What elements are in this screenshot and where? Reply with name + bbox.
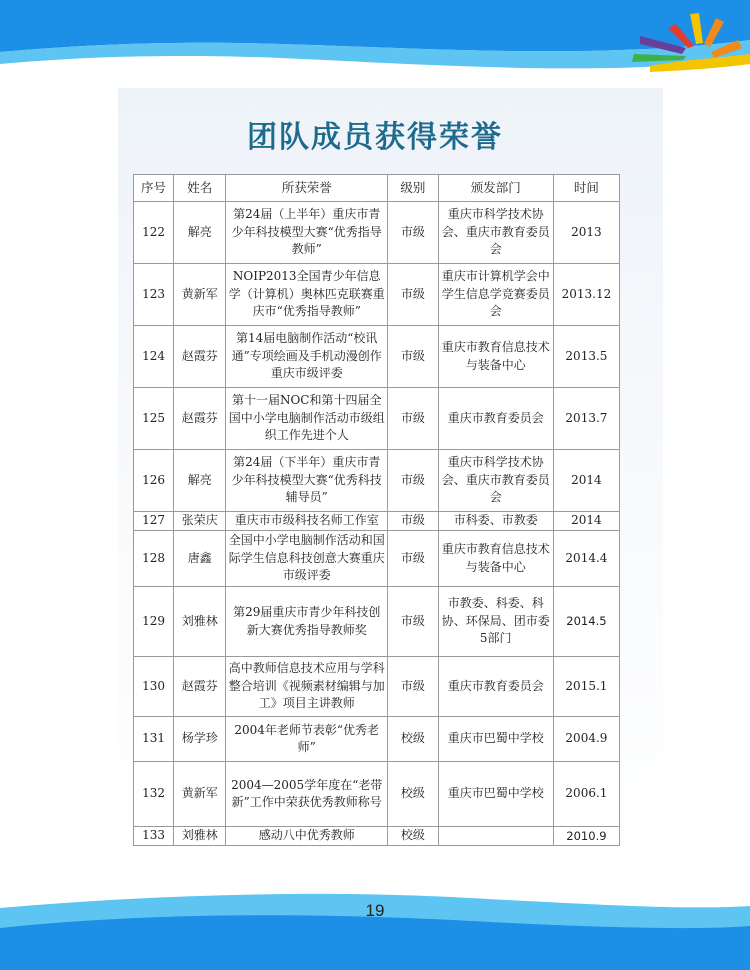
- page-title: 团队成员获得荣誉: [247, 120, 503, 155]
- page-number: 19: [365, 901, 385, 920]
- cell-level: 市级: [388, 450, 438, 512]
- cell-number: 123: [134, 264, 174, 326]
- cell-name: 解亮: [174, 202, 226, 264]
- cell-name: 刘雅林: [174, 587, 226, 657]
- cell-honor: 感动八中优秀教师: [226, 827, 388, 846]
- cell-name: 张荣庆: [174, 512, 226, 531]
- header-level: 级别: [388, 175, 438, 202]
- header-time: 时间: [553, 175, 619, 202]
- cell-department: [438, 827, 553, 846]
- cell-level: 校级: [388, 717, 438, 762]
- table-row: [134, 264, 620, 326]
- cell-name: 杨学珍: [174, 717, 226, 762]
- cell-department: 重庆市教育信息技术与装备中心: [438, 531, 553, 587]
- cell-level: 校级: [388, 827, 438, 846]
- cell-name: 唐鑫: [174, 531, 226, 587]
- cell-name: 黄新军: [174, 264, 226, 326]
- header-number: 序号: [134, 175, 174, 202]
- header-name: 姓名: [174, 175, 226, 202]
- cell-name: 解亮: [174, 450, 226, 512]
- cell-name: 赵霞芬: [174, 657, 226, 717]
- cell-time: 2013.12: [553, 264, 619, 326]
- cell-number: 131: [134, 717, 174, 762]
- table-row: [134, 512, 620, 531]
- cell-number: 133: [134, 827, 174, 846]
- cell-department: 重庆市科学技术协会、重庆市教育委员会: [438, 450, 553, 512]
- cell-level: 市级: [388, 202, 438, 264]
- cell-honor: 2004—2005学年度在“老带新”工作中荣获优秀教师称号: [226, 762, 388, 827]
- table-row: [134, 388, 620, 450]
- cell-time: 2014.5: [553, 587, 619, 657]
- cell-department: 重庆市巴蜀中学校: [438, 717, 553, 762]
- cell-time: 2006.1: [553, 762, 619, 827]
- cell-department: 重庆市教育委员会: [438, 388, 553, 450]
- cell-number: 125: [134, 388, 174, 450]
- cell-number: 132: [134, 762, 174, 827]
- cell-number: 130: [134, 657, 174, 717]
- cell-number: 127: [134, 512, 174, 531]
- table-row: [134, 717, 620, 762]
- cell-level: 市级: [388, 531, 438, 587]
- cell-level: 市级: [388, 326, 438, 388]
- cell-number: 126: [134, 450, 174, 512]
- cell-level: 市级: [388, 587, 438, 657]
- cell-number: 128: [134, 531, 174, 587]
- cell-department: 重庆市计算机学会中学生信息学竞赛委员会: [438, 264, 553, 326]
- cell-time: 2013: [553, 202, 619, 264]
- cell-honor: 第24届（下半年）重庆市青少年科技模型大赛“优秀科技辅导员”: [226, 450, 388, 512]
- cell-honor: 2004年老师节表彰“优秀老师”: [226, 717, 388, 762]
- cell-time: 2015.1: [553, 657, 619, 717]
- table-row: [134, 587, 620, 657]
- cell-time: 2013.5: [553, 326, 619, 388]
- cell-number: 129: [134, 587, 174, 657]
- cell-name: 黄新军: [174, 762, 226, 827]
- table-row: [134, 762, 620, 827]
- footer-wave-decoration: [0, 880, 750, 970]
- cell-level: 市级: [388, 512, 438, 531]
- table-row: [134, 202, 620, 264]
- cell-department: 市科委、市教委: [438, 512, 553, 531]
- cell-department: 重庆市科学技术协会、重庆市教育委员会: [438, 202, 553, 264]
- header-department: 颁发部门: [438, 175, 553, 202]
- cell-department: 重庆市巴蜀中学校: [438, 762, 553, 827]
- table-row: [134, 657, 620, 717]
- table-header-row: [134, 175, 620, 202]
- table-row: [134, 326, 620, 388]
- cell-time: 2014: [553, 512, 619, 531]
- cell-time: 2014: [553, 450, 619, 512]
- cell-time: 2014.4: [553, 531, 619, 587]
- cell-level: 市级: [388, 264, 438, 326]
- cell-name: 刘雅林: [174, 827, 226, 846]
- cell-number: 124: [134, 326, 174, 388]
- cell-honor: 第24届（上半年）重庆市青少年科技模型大赛“优秀指导教师”: [226, 202, 388, 264]
- cell-honor: 重庆市市级科技名师工作室: [226, 512, 388, 531]
- cell-department: 市教委、科委、科协、环保局、团市委5部门: [438, 587, 553, 657]
- cell-honor: 第29届重庆市青少年科技创新大赛优秀指导教师奖: [226, 587, 388, 657]
- cell-time: 2004.9: [553, 717, 619, 762]
- cell-honor: 高中教师信息技术应用与学科整合培训《视频素材编辑与加工》项目主讲教师: [226, 657, 388, 717]
- honors-table: [133, 174, 620, 846]
- cell-name: 赵霞芬: [174, 388, 226, 450]
- cell-time: 2010.9: [553, 827, 619, 846]
- cell-name: 赵霞芬: [174, 326, 226, 388]
- cell-department: 重庆市教育信息技术与装备中心: [438, 326, 553, 388]
- cell-level: 市级: [388, 657, 438, 717]
- cell-honor: NOIP2013全国青少年信息学（计算机）奥林匹克联赛重庆市“优秀指导教师”: [226, 264, 388, 326]
- table-row: [134, 827, 620, 846]
- table-row: [134, 531, 620, 587]
- cell-level: 校级: [388, 762, 438, 827]
- cell-honor: 第14届电脑制作活动“校讯通”专项绘画及手机动漫创作重庆市级评委: [226, 326, 388, 388]
- table-row: [134, 450, 620, 512]
- cell-time: 2013.7: [553, 388, 619, 450]
- cell-department: 重庆市教育委员会: [438, 657, 553, 717]
- cell-number: 122: [134, 202, 174, 264]
- cell-level: 市级: [388, 388, 438, 450]
- header-honor: 所获荣誉: [226, 175, 388, 202]
- cell-honor: 全国中小学电脑制作活动和国际学生信息科技创意大赛重庆市级评委: [226, 531, 388, 587]
- cell-honor: 第十一届NOC和第十四届全国中小学电脑制作活动市级组织工作先进个人: [226, 388, 388, 450]
